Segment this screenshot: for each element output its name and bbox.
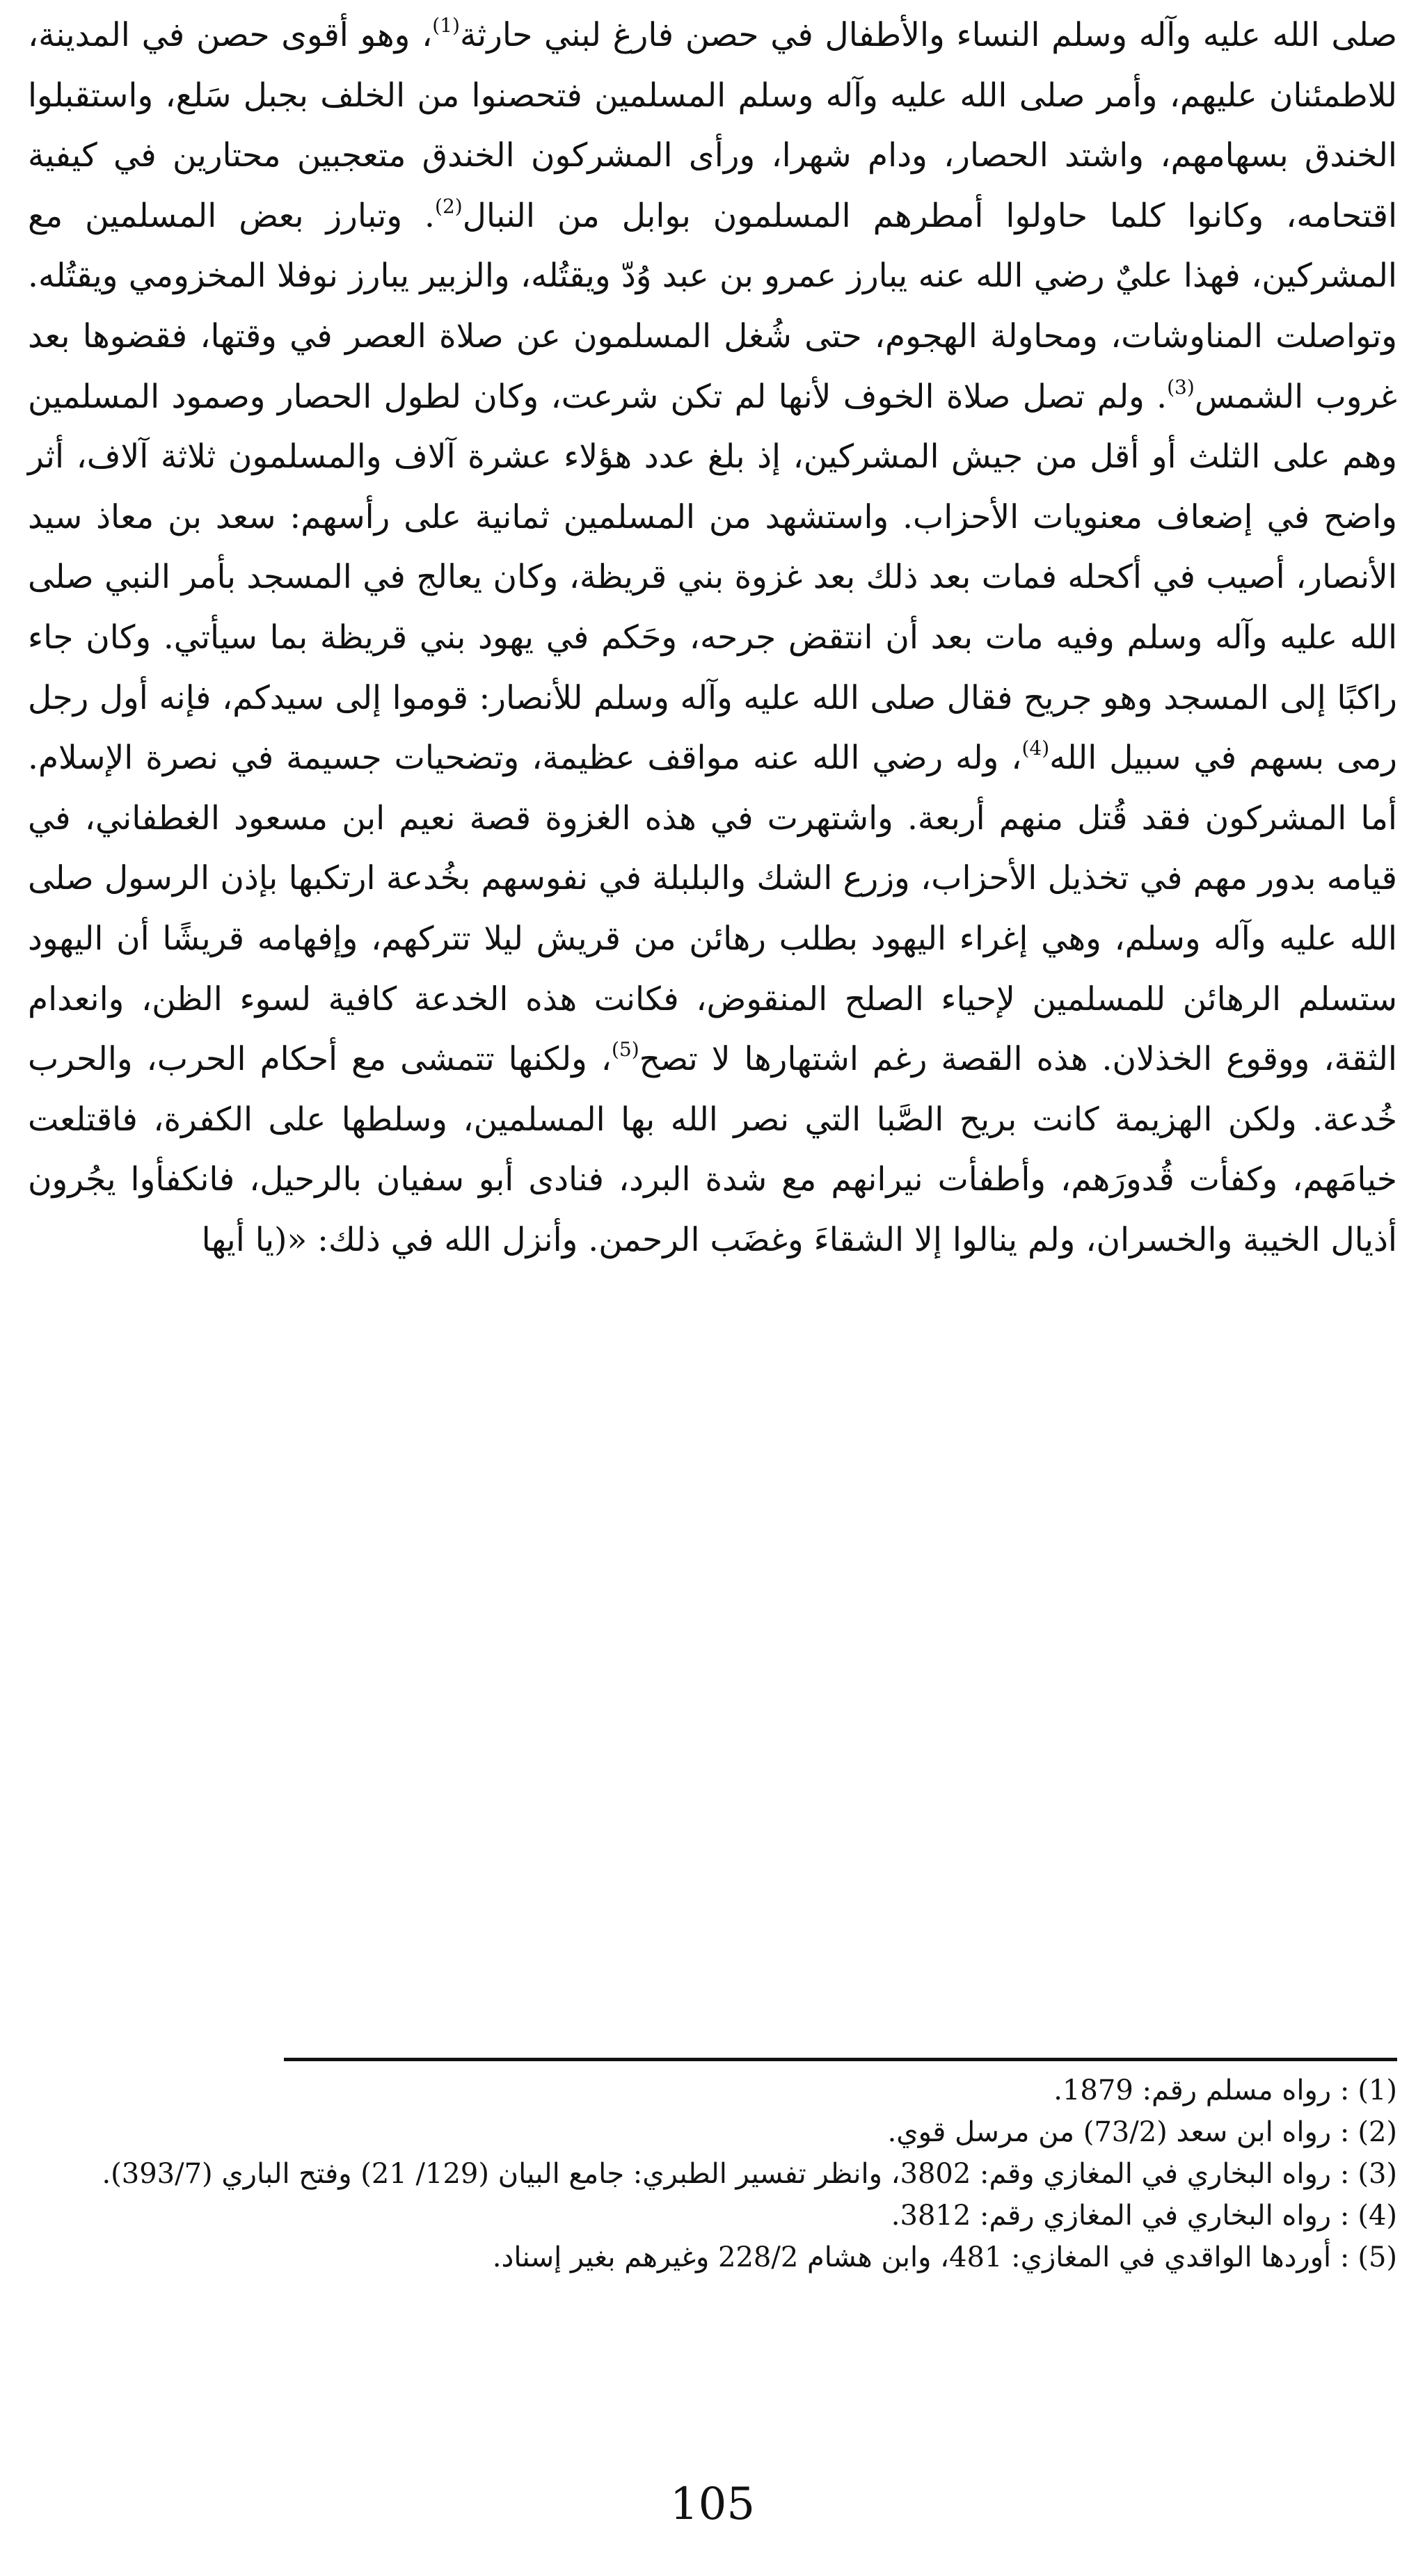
text-segment: صلى الله عليه وآله وسلم النساء والأطفال في حصن فارغ لبني حارثة [459, 16, 1397, 54]
footnote [28, 2240, 1397, 2275]
footnote-number: (2) [1358, 2116, 1397, 2148]
footnote-ref: (2) [435, 194, 463, 218]
text-segment: ، وهو أقوى حصن في المدينة، للاطمئنان عليهم، وأمر صلى الله عليه وآله وسلم المسلمين فتحصنوا من الخلف بجبل سَلع، واستقبلوا الخندق بسهامهم، واشتد الحصار، ودام شهرا، ورأى المشركون الخندق متعجبين محتارين في كيفية اقتحامه، وكانوا كلما حاولوا أمطرهم المسلمون بوابل من النبال [28, 16, 1397, 235]
footnote-text: : رواه ابن سعد (73/2) من مرسل قوي. [887, 2116, 1350, 2148]
footnote-text: : رواه البخاري في المغازي رقم: 3812. [891, 2200, 1350, 2232]
footnote [28, 2115, 1397, 2150]
footnotes [28, 2073, 1397, 2282]
text-segment: . ولم تصل صلاة الخوف لأنها لم تكن شرعت، وكان لطول الحصار وصمود المسلمين وهم على الثلث أو أقل من جيش المشركين، إذ بلغ عدد هؤلاء عشرة آلاف والمسلمون ثلاثة آلاف، أثر واضح في إضعاف معنويات الأحزاب. واستشهد من المسلمين ثمانية على رأسهم: سعد بن معاذ سيد الأنصار، أصيب في أكحله فمات بعد ذلك بعد غزوة بني قريظة، وكان يعالج في المسجد بأمر النبي صلى الله عليه وآله وسلم وفيه مات بعد أن انتقض جرحه، وحَكم في يهود بني قريظة بما سيأتي. وكان جاء راكبًا إلى المسجد وهو جريح فقال صلى الله عليه وآله وسلم للأنصار: قوموا إلى سيدكم، فإنه أول رجل رمى بسهم في سبيل الله [28, 377, 1397, 778]
footnote-ref: (1) [432, 14, 460, 37]
main-text [28, 6, 1397, 1270]
footnote-number: (1) [1358, 2074, 1397, 2106]
footnote-ref: (3) [1167, 375, 1195, 399]
footnote [28, 2073, 1397, 2108]
footnote-number: (3) [1358, 2158, 1397, 2190]
document-page [28, 0, 1397, 2576]
text-segment: ، ولكنها تتمشى مع أحكام الحرب، والحرب خُدعة. ولكن الهزيمة كانت بريح الصَّبا التي نصر الله بها المسلمين، وسلطها على الكفرة، فاقتلعت خيامَهم، وكفأت قُدورَهم، وأطفأت نيرانهم مع شدة البرد، فنادى أبو سفيان بالرحيل، فانكفأوا يجُرون أذيال الخيبة والخسران، ولم ينالوا إلا الشقاءَ وغضَب الرحمن. وأنزل الله في ذلك: «(يا أيها [28, 1040, 1397, 1259]
text-segment: ، وله رضي الله عنه مواقف عظيمة، وتضحيات جسيمة في نصرة الإسلام. أما المشركون فقد قُتل منهم أربعة. واشتهرت في هذه الغزوة قصة نعيم ابن مسعود الغطفاني، في قيامه بدور مهم في تخذيل الأحزاب، وزرع الشك والبلبلة في نفوسهم بخُدعة ارتكبها بإذن الرسول صلى الله عليه وآله وسلم، وهي إغراء اليهود بطلب رهائن من قريش ليلا تتركهم، وإفهامه قريشًا أن اليهود ستسلم الرهائن للمسلمين لإحياء الصلح المنقوض، فكانت هذه الخدعة كافية لسوء الظن، وانعدام الثقة، ووقوع الخذلان. هذه القصة رغم اشتهارها لا تصح [28, 739, 1397, 1079]
footnote [28, 2157, 1397, 2191]
footnote-separator [284, 2058, 1397, 2061]
text-segment: . وتبارز بعض المسلمين مع المشركين، فهذا عليٌ رضي الله عنه يبارز عمرو بن عبد وُدّ ويقتُله، والزبير يبارز نوفلا المخزومي ويقتُله. وتواصلت المناوشات، ومحاولة الهجوم، حتى شُغل المسلمون عن صلاة العصر في وقتها، فقضوها بعد غروب الشمس [28, 196, 1397, 416]
footnote-ref: (4) [1021, 737, 1050, 760]
footnote-ref: (5) [611, 1038, 639, 1062]
main-paragraph [28, 6, 1397, 1270]
footnote-number: (5) [1358, 2241, 1397, 2273]
footnote-text: : رواه البخاري في المغازي وقم: 3802، وانظر تفسير الطبري: جامع البيان (129/ 21) وفتح الباري (393/7). [102, 2158, 1350, 2190]
footnote-number: (4) [1358, 2200, 1397, 2232]
page-number: 105 [669, 2479, 756, 2530]
footnote [28, 2198, 1397, 2233]
footnote-text: : أوردها الواقدي في المغازي: 481، وابن هشام 228/2 وغيرهم بغير إسناد. [492, 2241, 1350, 2273]
footnote-text: : رواه مسلم رقم: 1879. [1053, 2074, 1350, 2106]
